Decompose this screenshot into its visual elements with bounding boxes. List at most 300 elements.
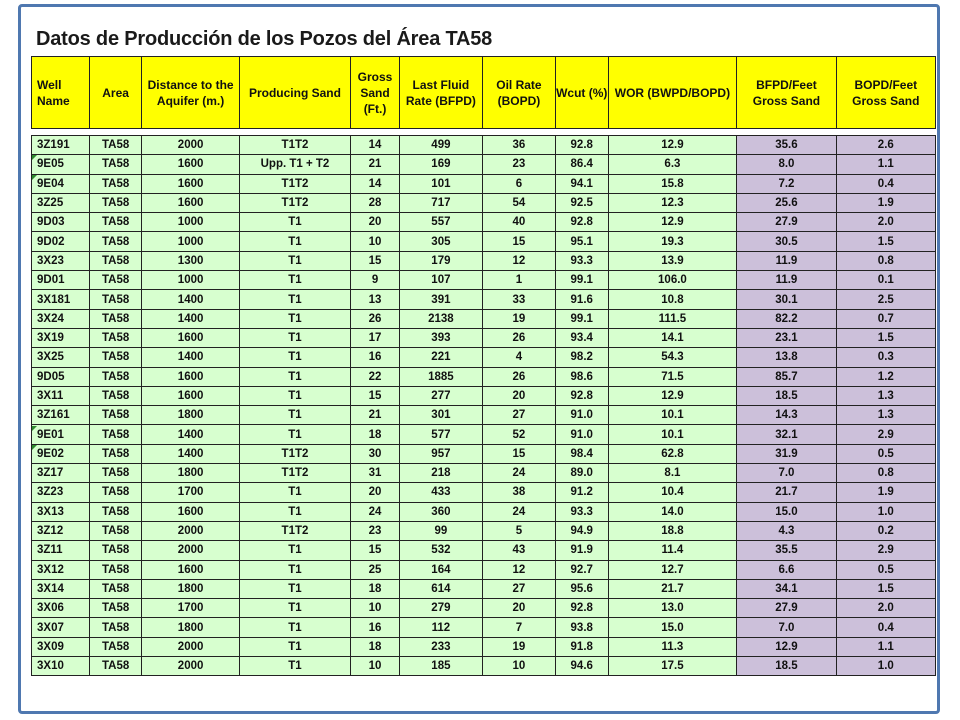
cell-last-fluid-rate: 360 [400,503,483,522]
cell-gross-sand: 22 [351,368,400,387]
cell-distance-aquifer: 1700 [142,483,239,502]
cell-oil-rate: 27 [483,580,556,599]
cell-gross-sand: 26 [351,310,400,329]
cell-area: TA58 [90,406,143,425]
cell-bopd-per-foot: 2.5 [837,290,936,309]
cell-producing-sand: T1 [240,618,351,637]
cell-distance-aquifer: 2000 [142,657,239,676]
cell-producing-sand: Upp. T1 + T2 [240,155,351,174]
cell-gross-sand: 14 [351,175,400,194]
table-row [31,618,936,637]
cell-area: TA58 [90,445,143,464]
cell-last-fluid-rate: 301 [400,406,483,425]
cell-last-fluid-rate: 101 [400,175,483,194]
cell-bopd-per-foot: 1.5 [837,580,936,599]
cell-wcut: 92.5 [556,194,609,213]
cell-bfpd-per-foot: 85.7 [737,368,836,387]
cell-bfpd-per-foot: 7.0 [737,618,836,637]
cell-bfpd-per-foot: 23.1 [737,329,836,348]
cell-distance-aquifer: 1600 [142,155,239,174]
cell-gross-sand: 18 [351,638,400,657]
cell-well-name: 3X07 [31,618,90,637]
cell-bfpd-per-foot: 14.3 [737,406,836,425]
cell-bfpd-per-foot: 35.6 [737,135,836,155]
cell-bopd-per-foot: 1.5 [837,329,936,348]
cell-comment-marker [32,175,37,180]
cell-wor: 17.5 [609,657,738,676]
cell-well-name: 3X10 [31,657,90,676]
cell-wor: 15.0 [609,618,738,637]
cell-wcut: 92.8 [556,387,609,406]
cell-producing-sand: T1 [240,406,351,425]
cell-gross-sand: 21 [351,406,400,425]
cell-wcut: 93.8 [556,618,609,637]
cell-producing-sand: T1T2 [240,445,351,464]
cell-distance-aquifer: 1400 [142,290,239,309]
table-row [31,483,936,502]
cell-wor: 14.1 [609,329,738,348]
cell-bfpd-per-foot: 12.9 [737,638,836,657]
cell-bfpd-per-foot: 11.9 [737,252,836,271]
cell-last-fluid-rate: 1885 [400,368,483,387]
cell-gross-sand: 18 [351,425,400,444]
header-well-name: Well Name [31,56,90,129]
cell-wcut: 94.9 [556,522,609,541]
cell-wor: 12.9 [609,213,738,232]
table-row [31,271,936,290]
table-row [31,348,936,367]
cell-gross-sand: 10 [351,657,400,676]
cell-last-fluid-rate: 179 [400,252,483,271]
cell-last-fluid-rate: 277 [400,387,483,406]
cell-well-name: 3X24 [31,310,90,329]
cell-area: TA58 [90,464,143,483]
table-row [31,522,936,541]
cell-oil-rate: 26 [483,368,556,387]
cell-wcut: 91.0 [556,425,609,444]
cell-area: TA58 [90,348,143,367]
cell-area: TA58 [90,175,143,194]
cell-gross-sand: 17 [351,329,400,348]
cell-well-name: 3X11 [31,387,90,406]
cell-last-fluid-rate: 391 [400,290,483,309]
cell-last-fluid-rate: 218 [400,464,483,483]
cell-wcut: 91.8 [556,638,609,657]
cell-last-fluid-rate: 185 [400,657,483,676]
cell-bfpd-per-foot: 8.0 [737,155,836,174]
cell-oil-rate: 54 [483,194,556,213]
cell-last-fluid-rate: 99 [400,522,483,541]
cell-distance-aquifer: 1300 [142,252,239,271]
cell-wor: 12.9 [609,387,738,406]
cell-producing-sand: T1 [240,310,351,329]
cell-oil-rate: 36 [483,135,556,155]
table-row [31,290,936,309]
cell-bopd-per-foot: 1.9 [837,483,936,502]
cell-oil-rate: 19 [483,310,556,329]
cell-area: TA58 [90,425,143,444]
cell-bopd-per-foot: 2.0 [837,599,936,618]
cell-gross-sand: 10 [351,232,400,251]
cell-area: TA58 [90,541,143,560]
cell-bfpd-per-foot: 7.2 [737,175,836,194]
cell-bopd-per-foot: 1.3 [837,406,936,425]
cell-well-name: 9E02 [31,445,90,464]
cell-oil-rate: 20 [483,387,556,406]
cell-oil-rate: 23 [483,155,556,174]
cell-wor: 15.8 [609,175,738,194]
cell-area: TA58 [90,194,143,213]
cell-area: TA58 [90,213,143,232]
cell-wcut: 92.8 [556,213,609,232]
cell-producing-sand: T1 [240,541,351,560]
cell-producing-sand: T1 [240,232,351,251]
cell-gross-sand: 16 [351,618,400,637]
cell-wcut: 93.4 [556,329,609,348]
cell-distance-aquifer: 1400 [142,310,239,329]
cell-bfpd-per-foot: 13.8 [737,348,836,367]
cell-wcut: 99.1 [556,271,609,290]
cell-area: TA58 [90,368,143,387]
cell-wor: 19.3 [609,232,738,251]
cell-area: TA58 [90,310,143,329]
cell-oil-rate: 15 [483,232,556,251]
cell-wcut: 93.3 [556,503,609,522]
cell-oil-rate: 19 [483,638,556,657]
cell-area: TA58 [90,580,143,599]
cell-wcut: 94.6 [556,657,609,676]
cell-distance-aquifer: 1800 [142,464,239,483]
cell-gross-sand: 28 [351,194,400,213]
cell-oil-rate: 10 [483,657,556,676]
cell-last-fluid-rate: 221 [400,348,483,367]
cell-distance-aquifer: 1000 [142,232,239,251]
cell-last-fluid-rate: 107 [400,271,483,290]
cell-oil-rate: 15 [483,445,556,464]
cell-bopd-per-foot: 1.3 [837,387,936,406]
cell-wor: 111.5 [609,310,738,329]
cell-distance-aquifer: 1400 [142,445,239,464]
cell-area: TA58 [90,387,143,406]
cell-wcut: 99.1 [556,310,609,329]
cell-gross-sand: 23 [351,522,400,541]
cell-area: TA58 [90,503,143,522]
cell-bfpd-per-foot: 34.1 [737,580,836,599]
header-row [31,56,936,129]
header-producing-sand: Producing Sand [240,56,351,129]
cell-wor: 12.3 [609,194,738,213]
cell-wcut: 91.6 [556,290,609,309]
cell-wcut: 86.4 [556,155,609,174]
table-row [31,387,936,406]
cell-wcut: 92.7 [556,561,609,580]
cell-bfpd-per-foot: 30.5 [737,232,836,251]
table-row [31,135,936,155]
cell-gross-sand: 13 [351,290,400,309]
cell-gross-sand: 20 [351,213,400,232]
cell-bfpd-per-foot: 15.0 [737,503,836,522]
cell-wor: 6.3 [609,155,738,174]
cell-distance-aquifer: 1700 [142,599,239,618]
header-wcut: Wcut (%) [556,56,609,129]
cell-gross-sand: 16 [351,348,400,367]
cell-well-name: 3Z11 [31,541,90,560]
cell-gross-sand: 15 [351,541,400,560]
cell-wor: 8.1 [609,464,738,483]
cell-oil-rate: 24 [483,503,556,522]
cell-area: TA58 [90,252,143,271]
cell-area: TA58 [90,135,143,155]
cell-producing-sand: T1 [240,483,351,502]
cell-well-name: 9E05 [31,155,90,174]
cell-producing-sand: T1 [240,252,351,271]
cell-well-name: 9D01 [31,271,90,290]
cell-wcut: 98.4 [556,445,609,464]
cell-well-name: 3X14 [31,580,90,599]
cell-producing-sand: T1 [240,213,351,232]
header-gross-sand: Gross Sand (Ft.) [351,56,400,129]
cell-area: TA58 [90,599,143,618]
cell-bopd-per-foot: 0.7 [837,310,936,329]
cell-bopd-per-foot: 0.8 [837,464,936,483]
cell-gross-sand: 20 [351,483,400,502]
cell-well-name: 3X19 [31,329,90,348]
cell-oil-rate: 38 [483,483,556,502]
cell-wor: 10.8 [609,290,738,309]
cell-last-fluid-rate: 577 [400,425,483,444]
cell-distance-aquifer: 1600 [142,387,239,406]
cell-oil-rate: 24 [483,464,556,483]
cell-gross-sand: 9 [351,271,400,290]
cell-producing-sand: T1 [240,580,351,599]
cell-distance-aquifer: 2000 [142,638,239,657]
cell-last-fluid-rate: 2138 [400,310,483,329]
cell-comment-marker [32,445,37,450]
cell-distance-aquifer: 1800 [142,406,239,425]
cell-producing-sand: T1 [240,290,351,309]
header-bopd-per-foot: BOPD/Feet Gross Sand [837,56,936,129]
cell-producing-sand: T1 [240,657,351,676]
cell-bfpd-per-foot: 30.1 [737,290,836,309]
cell-oil-rate: 5 [483,522,556,541]
table-row [31,155,936,174]
cell-bopd-per-foot: 2.9 [837,541,936,560]
header-last-fluid-rate: Last Fluid Rate (BFPD) [400,56,483,129]
cell-last-fluid-rate: 499 [400,135,483,155]
cell-producing-sand: T1 [240,561,351,580]
cell-producing-sand: T1 [240,329,351,348]
cell-producing-sand: T1T2 [240,135,351,155]
cell-wcut: 93.3 [556,252,609,271]
cell-gross-sand: 21 [351,155,400,174]
cell-area: TA58 [90,657,143,676]
cell-area: TA58 [90,329,143,348]
cell-bopd-per-foot: 1.1 [837,155,936,174]
cell-distance-aquifer: 2000 [142,541,239,560]
cell-bfpd-per-foot: 27.9 [737,213,836,232]
table-row [31,406,936,425]
cell-gross-sand: 10 [351,599,400,618]
table-row [31,503,936,522]
cell-bopd-per-foot: 2.6 [837,135,936,155]
cell-distance-aquifer: 1600 [142,503,239,522]
cell-bfpd-per-foot: 82.2 [737,310,836,329]
cell-last-fluid-rate: 532 [400,541,483,560]
cell-well-name: 3X181 [31,290,90,309]
cell-wcut: 91.9 [556,541,609,560]
cell-last-fluid-rate: 169 [400,155,483,174]
cell-well-name: 3Z191 [31,135,90,155]
cell-producing-sand: T1T2 [240,175,351,194]
cell-distance-aquifer: 1600 [142,329,239,348]
cell-wcut: 95.1 [556,232,609,251]
cell-wor: 54.3 [609,348,738,367]
cell-gross-sand: 18 [351,580,400,599]
cell-oil-rate: 4 [483,348,556,367]
table-row [31,213,936,232]
cell-bopd-per-foot: 0.5 [837,445,936,464]
cell-bopd-per-foot: 0.3 [837,348,936,367]
cell-last-fluid-rate: 279 [400,599,483,618]
cell-well-name: 3X09 [31,638,90,657]
cell-gross-sand: 30 [351,445,400,464]
table-row [31,175,936,194]
cell-distance-aquifer: 1000 [142,213,239,232]
table-row [31,252,936,271]
cell-producing-sand: T1 [240,368,351,387]
cell-last-fluid-rate: 717 [400,194,483,213]
cell-last-fluid-rate: 112 [400,618,483,637]
cell-producing-sand: T1T2 [240,464,351,483]
table-row [31,329,936,348]
cell-area: TA58 [90,271,143,290]
table-row [31,657,936,676]
cell-bopd-per-foot: 2.9 [837,425,936,444]
table-row [31,310,936,329]
cell-producing-sand: T1 [240,348,351,367]
table-row [31,561,936,580]
cell-bfpd-per-foot: 18.5 [737,387,836,406]
cell-distance-aquifer: 1600 [142,368,239,387]
cell-producing-sand: T1 [240,387,351,406]
cell-area: TA58 [90,232,143,251]
cell-well-name: 3X13 [31,503,90,522]
cell-wor: 18.8 [609,522,738,541]
cell-producing-sand: T1 [240,599,351,618]
cell-gross-sand: 31 [351,464,400,483]
cell-gross-sand: 25 [351,561,400,580]
table-row [31,464,936,483]
cell-comment-marker [32,155,37,160]
cell-bfpd-per-foot: 18.5 [737,657,836,676]
cell-oil-rate: 7 [483,618,556,637]
cell-oil-rate: 20 [483,599,556,618]
cell-well-name: 3Z25 [31,194,90,213]
cell-well-name: 3Z161 [31,406,90,425]
cell-bfpd-per-foot: 32.1 [737,425,836,444]
cell-bopd-per-foot: 0.1 [837,271,936,290]
cell-wor: 13.0 [609,599,738,618]
table-row [31,232,936,251]
cell-well-name: 9E01 [31,425,90,444]
cell-producing-sand: T1T2 [240,522,351,541]
cell-well-name: 9E04 [31,175,90,194]
cell-oil-rate: 12 [483,561,556,580]
table-row [31,425,936,444]
cell-area: TA58 [90,155,143,174]
cell-last-fluid-rate: 957 [400,445,483,464]
table-row [31,445,936,464]
cell-distance-aquifer: 2000 [142,522,239,541]
cell-bopd-per-foot: 1.2 [837,368,936,387]
table-row [31,368,936,387]
cell-bopd-per-foot: 0.8 [837,252,936,271]
cell-distance-aquifer: 1600 [142,175,239,194]
cell-wcut: 98.2 [556,348,609,367]
cell-bopd-per-foot: 1.9 [837,194,936,213]
cell-wor: 11.4 [609,541,738,560]
cell-wor: 11.3 [609,638,738,657]
table-row [31,580,936,599]
cell-well-name: 3X12 [31,561,90,580]
cell-bopd-per-foot: 1.5 [837,232,936,251]
header-oil-rate: Oil Rate (BOPD) [483,56,556,129]
cell-gross-sand: 15 [351,252,400,271]
cell-distance-aquifer: 1400 [142,348,239,367]
cell-comment-marker [32,426,37,431]
cell-last-fluid-rate: 433 [400,483,483,502]
cell-well-name: 9D05 [31,368,90,387]
cell-well-name: 3Z17 [31,464,90,483]
page-title: Datos de Producción de los Pozos del Área TA58 [36,28,493,50]
cell-distance-aquifer: 1800 [142,580,239,599]
cell-wor: 10.1 [609,425,738,444]
cell-wcut: 95.6 [556,580,609,599]
cell-bfpd-per-foot: 7.0 [737,464,836,483]
cell-bopd-per-foot: 0.2 [837,522,936,541]
cell-oil-rate: 12 [483,252,556,271]
cell-oil-rate: 40 [483,213,556,232]
header-distance-aquifer: Distance to the Aquifer (m.) [142,56,239,129]
cell-last-fluid-rate: 164 [400,561,483,580]
cell-wor: 62.8 [609,445,738,464]
cell-bfpd-per-foot: 6.6 [737,561,836,580]
cell-distance-aquifer: 1400 [142,425,239,444]
cell-well-name: 9D02 [31,232,90,251]
cell-well-name: 3X23 [31,252,90,271]
cell-area: TA58 [90,638,143,657]
cell-wor: 10.1 [609,406,738,425]
cell-wor: 21.7 [609,580,738,599]
cell-distance-aquifer: 2000 [142,135,239,155]
cell-bfpd-per-foot: 11.9 [737,271,836,290]
cell-distance-aquifer: 1600 [142,194,239,213]
table-row [31,194,936,213]
cell-area: TA58 [90,618,143,637]
cell-wcut: 91.2 [556,483,609,502]
cell-bfpd-per-foot: 27.9 [737,599,836,618]
cell-wor: 10.4 [609,483,738,502]
cell-well-name: 3X06 [31,599,90,618]
cell-area: TA58 [90,483,143,502]
cell-last-fluid-rate: 614 [400,580,483,599]
cell-wcut: 89.0 [556,464,609,483]
cell-producing-sand: T1 [240,425,351,444]
cell-bfpd-per-foot: 25.6 [737,194,836,213]
cell-bopd-per-foot: 1.1 [837,638,936,657]
cell-oil-rate: 52 [483,425,556,444]
header-area: Area [90,56,143,129]
